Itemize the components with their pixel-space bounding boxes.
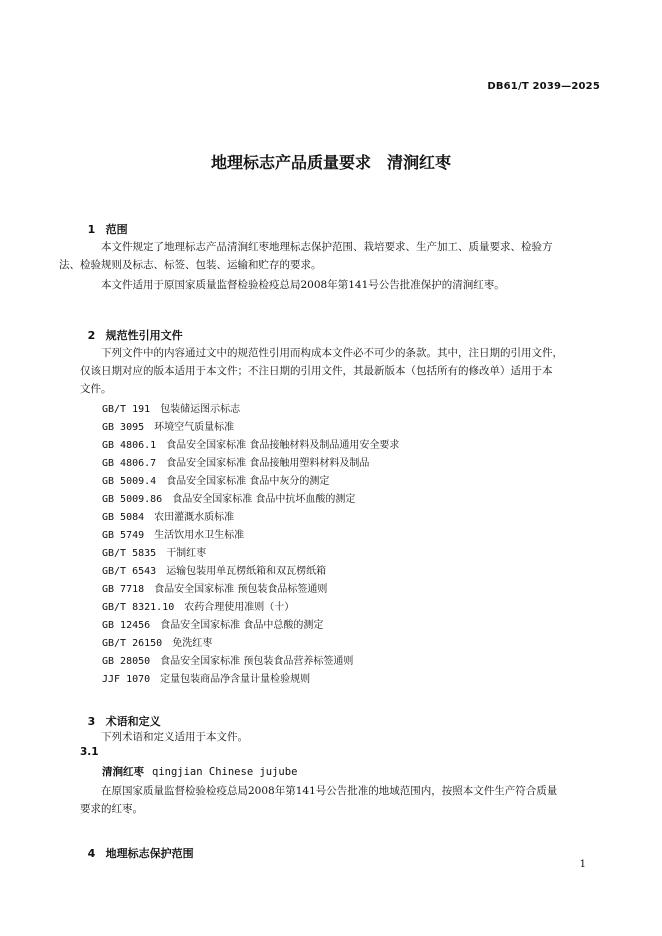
reference-item [102,418,234,433]
reference-item [102,526,244,541]
reference-code: GB/T 26150 [102,638,163,649]
paragraph-line: 法、检验规则及标志、标签、包装、运输和贮存的要求。 [59,259,322,271]
reference-item [102,652,353,667]
reference-title: 食品安全国家标准 预包装食品标签通则 [154,584,328,595]
paragraph-line: 在原国家质量监督检验检疫总局2008年第141号公告批准的地域范围内，按照本文件生产符合质量 [101,785,558,797]
term-english: qingjian Chinese jujube [152,766,298,778]
reference-code: GB/T 8321.10 [102,602,175,613]
reference-title: 食品安全国家标准 食品中灰分的测定 [166,476,330,487]
paragraph-line: 下列文件中的内容通过文中的规范性引用而构成本文件必不可少的条款。其中，注日期的引用文件， [101,347,563,359]
reference-code: GB 4806.1 [102,440,157,451]
reference-code: GB 3095 [102,422,145,433]
subsection-number: 3.1 [80,746,99,758]
reference-item [102,616,323,631]
document-title: 地理标志产品质量要求 清涧红枣 [210,153,451,172]
section-heading-text: 术语和定义 [105,715,161,728]
reference-code: GB/T 5835 [102,548,157,559]
paragraph-line: 本文件规定了地理标志产品清涧红枣地理标志保护范围、栽培要求、生产加工、质量要求、检验方 [101,241,553,253]
section-heading-text: 地理标志保护范围 [105,847,194,860]
reference-title: 食品安全国家标准 食品中总酸的测定 [160,620,324,631]
section-4-heading [80,832,194,861]
scope-paragraph-1 [59,238,600,274]
reference-code: GB 28050 [102,656,151,667]
reference-title: 免洗红枣 [172,638,213,649]
reference-item [102,400,240,415]
reference-code: GB 5009.86 [102,494,163,505]
paragraph-line: 仅该日期对应的版本适用于本文件；不注日期的引用文件，其最新版本（包括所有的修改单）适用于本 [80,365,553,377]
paragraph-line: 文件。 [80,383,112,395]
paragraph-line: 本文件适用于原国家质量监督检验检疫总局2008年第141号公告批准保护的清涧红枣。 [101,279,505,291]
reference-title: 农田灌溉水质标准 [154,512,235,523]
reference-item [102,436,399,451]
section-number: 2 [87,329,96,342]
reference-item [102,472,329,487]
page-number: 1 [579,859,586,870]
reference-title: 食品安全国家标准 食品接触用塑料材料及制品 [166,458,370,469]
term-definition [80,782,600,818]
section-heading-text: 范围 [105,223,128,236]
reference-item [102,580,327,595]
reference-item [102,670,310,685]
references-intro [80,344,600,398]
reference-code: JJF 1070 [102,674,151,685]
reference-code: GB 5084 [102,512,145,523]
reference-title: 包装储运图示标志 [160,404,241,415]
reference-title: 农药合理使用准则（十） [184,602,295,613]
reference-title: 运输包装用单瓦楞纸箱和双瓦楞纸箱 [166,566,327,577]
scope-paragraph-2 [80,276,600,294]
reference-title: 环境空气质量标准 [154,422,235,433]
term-chinese: 清涧红枣 [102,766,144,778]
reference-title: 定量包装商品净含量计量检验规则 [160,674,311,685]
section-number: 3 [87,715,96,728]
reference-code: GB 5749 [102,530,145,541]
reference-code: GB 5009.4 [102,476,157,487]
reference-code: GB/T 191 [102,404,151,415]
section-1-heading [80,208,128,237]
reference-item [102,544,206,559]
section-number: 1 [87,223,96,236]
section-number: 4 [87,847,96,860]
section-3-heading [80,700,161,729]
reference-code: GB 12456 [102,620,151,631]
reference-item [102,562,326,577]
reference-item [102,490,355,505]
reference-title: 食品安全国家标准 预包装食品营养标签通则 [160,656,354,667]
reference-code: GB/T 6543 [102,566,157,577]
reference-title: 生活饮用水卫生标准 [154,530,245,541]
reference-code: GB 4806.7 [102,458,157,469]
section-2-heading [80,314,183,343]
reference-code: GB 7718 [102,584,145,595]
paragraph-line: 要求的红枣。 [80,803,143,815]
reference-item [102,634,212,649]
standard-number: DB61/T 2039—2025 [487,81,600,92]
section-heading-text: 规范性引用文件 [105,329,183,342]
reference-item [102,598,294,613]
reference-item [102,454,369,469]
paragraph-line: 下列术语和定义适用于本文件。 [101,731,248,743]
term-entry [102,764,297,779]
reference-item [102,508,234,523]
terms-intro [80,728,600,746]
reference-title: 食品安全国家标准 食品中抗坏血酸的测定 [172,494,356,505]
reference-title: 干制红枣 [166,548,207,559]
reference-title: 食品安全国家标准 食品接触材料及制品通用安全要求 [166,440,400,451]
